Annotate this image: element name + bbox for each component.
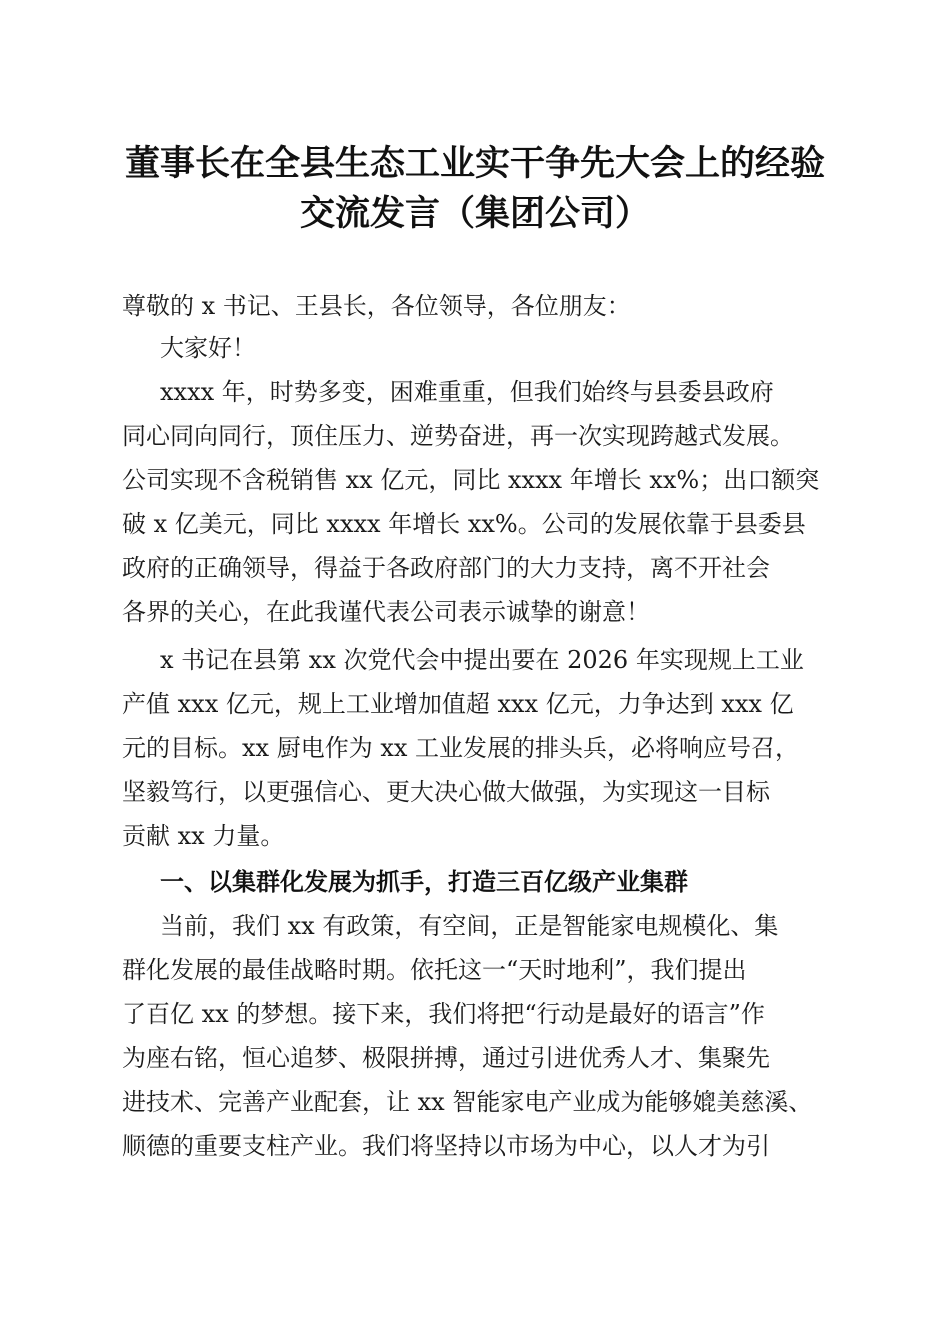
section-1-heading: 一、以集群化发展为抓手，打造三百亿级产业集群 (160, 868, 688, 896)
paragraph-2-line: 产值 xxx 亿元，规上工业增加值超 xxx 亿元，力争达到 xxx 亿 (122, 690, 794, 718)
paragraph-3-line: 当前，我们 xx 有政策，有空间，正是智能家电规模化、集 (160, 912, 779, 940)
paragraph-3-line: 了百亿 xx 的梦想。接下来，我们将把“行动是最好的语言”作 (122, 1000, 765, 1028)
paragraph-3-line: 顺德的重要支柱产业。我们将坚持以市场为中心，以人才为引 (122, 1132, 770, 1160)
salutation: 尊敬的 x 书记、王县长，各位领导，各位朋友： (122, 292, 631, 320)
paragraph-1-line: 公司实现不含税销售 xx 亿元，同比 xxxx 年增长 xx%；出口额突 (122, 466, 820, 494)
paragraph-2-line: 元的目标。xx 厨电作为 xx 工业发展的排头兵，必将响应号召， (122, 734, 800, 762)
paragraph-1-line: xxxx 年，时势多变，困难重重，但我们始终与县委县政府 (160, 378, 774, 406)
paragraph-1-line: 破 x 亿美元，同比 xxxx 年增长 xx%。公司的发展依靠于县委县 (122, 510, 806, 538)
greeting: 大家好！ (160, 334, 256, 362)
document-title-line-1: 董事长在全县生态工业实干争先大会上的经验 (124, 143, 825, 184)
paragraph-2-line: 坚毅笃行，以更强信心、更大决心做大做强，为实现这一目标 (122, 778, 770, 806)
paragraph-3-line: 为座右铭，恒心追梦、极限拼搏，通过引进优秀人才、集聚先 (122, 1044, 770, 1072)
paragraph-3-line: 进技术、完善产业配套，让 xx 智能家电产业成为能够媲美慈溪、 (122, 1088, 813, 1116)
paragraph-1-line: 各界的关心，在此我谨代表公司表示诚挚的谢意！ (122, 598, 650, 626)
paragraph-2-line: x 书记在县第 xx 次党代会中提出要在 2026 年实现规上工业 (160, 646, 804, 674)
paragraph-1-line: 政府的正确领导，得益于各政府部门的大力支持，离不开社会 (122, 554, 770, 582)
paragraph-1-line: 同心同向同行，顶住压力、逆势奋进，再一次实现跨越式发展。 (122, 422, 794, 450)
paragraph-2-line: 贡献 xx 力量。 (122, 822, 285, 850)
document-title-line-2: 交流发言（集团公司） (299, 193, 650, 234)
paragraph-3-line: 群化发展的最佳战略时期。依托这一“天时地利”，我们提出 (122, 956, 747, 984)
